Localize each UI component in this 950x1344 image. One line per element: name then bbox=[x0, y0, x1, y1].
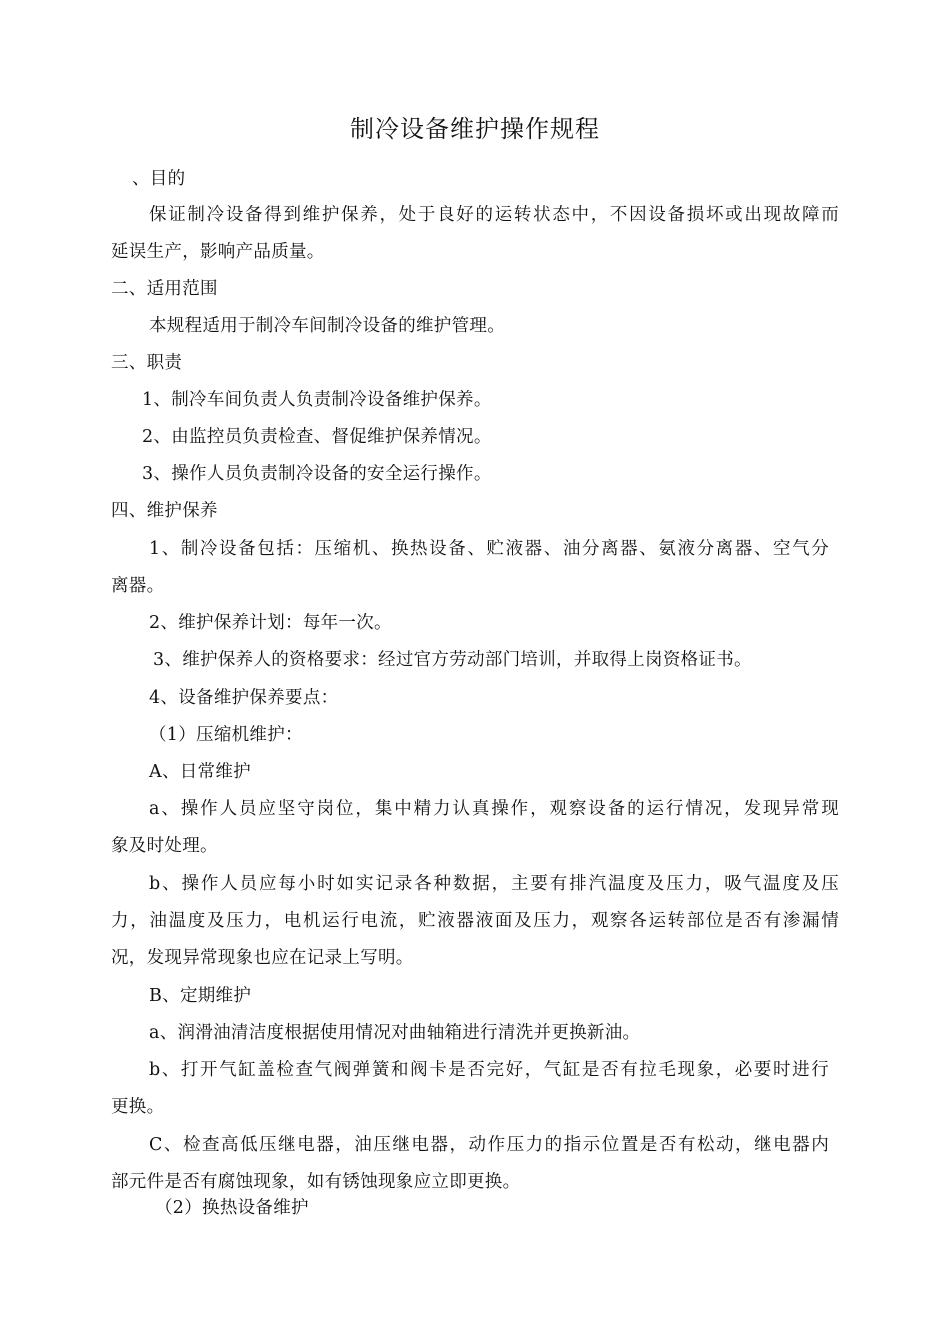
sub-heading: B、定期维护 bbox=[149, 986, 252, 1006]
list-item: 1、制冷设备包括：压缩机、换热设备、贮液器、油分离器、氨液分离器、空气分 bbox=[149, 539, 829, 559]
paragraph-line: 离器。 bbox=[111, 576, 165, 596]
paragraph-line: b、打开气缸盖检查气阀弹簧和阀卡是否完好，气缸是否有拉毛现象，必要时进行 bbox=[149, 1060, 829, 1080]
list-item: 1、制冷车间负责人负责制冷设备维护保养。 bbox=[142, 390, 492, 410]
paragraph-line: a、润滑油清洁度根据使用情况对曲轴箱进行清洗并更换新油。 bbox=[149, 1023, 641, 1043]
list-item: 3、维护保养人的资格要求：经过官方劳动部门培训，并取得上岗资格证书。 bbox=[153, 650, 752, 670]
sub-heading: A、日常维护 bbox=[149, 762, 251, 782]
paragraph-line: b、操作人员应每小时如实记录各种数据，主要有排汽温度及压力，吸气温度及压 bbox=[149, 874, 839, 894]
paragraph-line: 更换。 bbox=[111, 1097, 165, 1117]
paragraph-line: 况，发现异常现象也应在记录上写明。 bbox=[111, 948, 414, 968]
subsection-heading: （1）压缩机维护： bbox=[149, 725, 303, 745]
list-item: 2、由监控员负责检查、督促维护保养情况。 bbox=[142, 427, 492, 447]
list-item: 2、维护保养计划：每年一次。 bbox=[149, 613, 392, 633]
paragraph-line: 保证制冷设备得到维护保养，处于良好的运转状态中，不因设备损坏或出现故障而 bbox=[149, 205, 839, 225]
section-heading-scope: 二、适用范围 bbox=[111, 279, 218, 299]
paragraph-line: C、检查高低压继电器，油压继电器，动作压力的指示位置是否有松动，继电器内 bbox=[149, 1135, 829, 1155]
paragraph-line: 部元件是否有腐蚀现象，如有锈蚀现象应立即更换。 bbox=[111, 1172, 521, 1192]
document-title: 制冷设备维护操作规程 bbox=[350, 115, 600, 143]
section-heading-responsibilities: 三、职责 bbox=[111, 353, 183, 373]
list-item: 3、操作人员负责制冷设备的安全运行操作。 bbox=[142, 464, 492, 484]
section-heading-purpose: 、目的 bbox=[132, 169, 186, 189]
section-heading-maintenance: 四、维护保养 bbox=[111, 501, 218, 521]
paragraph-line: a、操作人员应坚守岗位，集中精力认真操作，观察设备的运行情况，发现异常现 bbox=[149, 799, 839, 819]
paragraph-line: 本规程适用于制冷车间制冷设备的维护管理。 bbox=[149, 316, 505, 336]
list-item: 4、设备维护保养要点： bbox=[149, 688, 339, 708]
paragraph-line: 延误生产，影响产品质量。 bbox=[111, 242, 325, 262]
paragraph-line: 象及时处理。 bbox=[111, 836, 218, 856]
paragraph-line: 力，油温度及压力，电机运行电流，贮液器液面及压力，观察各运转部位是否有渗漏情 bbox=[111, 911, 839, 931]
subsection-heading: （2）换热设备维护 bbox=[155, 1198, 309, 1218]
